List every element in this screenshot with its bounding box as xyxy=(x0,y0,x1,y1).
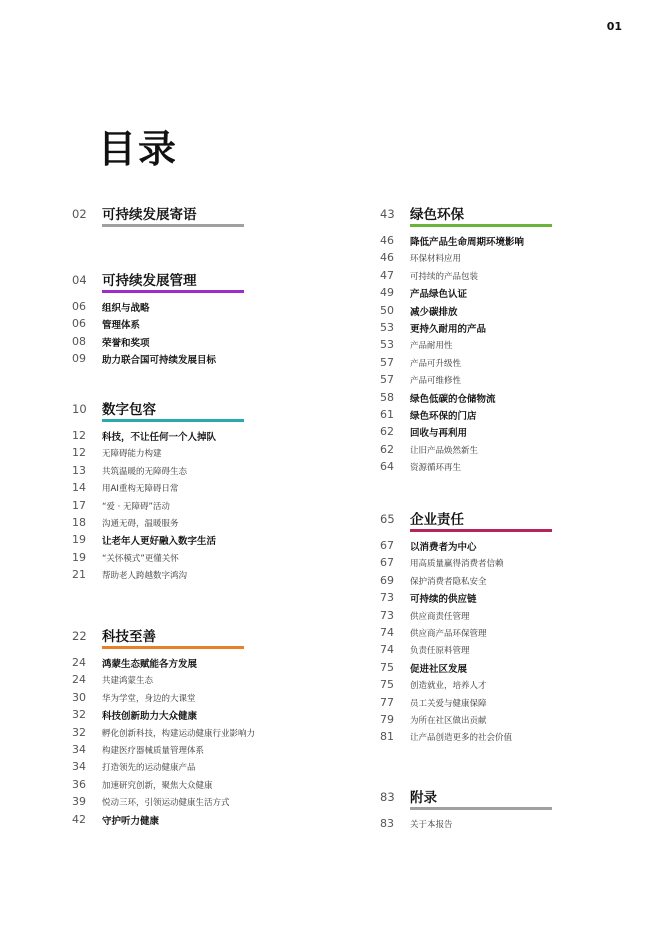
entry-title: 负责任原料管理 xyxy=(410,646,470,657)
entry-title: 用高质量赢得消费者信赖 xyxy=(410,559,504,570)
entry-page-number: 12 xyxy=(72,429,86,442)
entry-page-number: 09 xyxy=(72,352,86,366)
entry-title: 守护听力健康 xyxy=(102,815,160,827)
page-title: 目录 xyxy=(98,127,179,171)
section-title: 绿色环保 xyxy=(410,207,464,223)
entry-title: 让老年人更好融入数字生活 xyxy=(102,536,217,548)
entry-title: 以消费者为中心 xyxy=(410,542,477,553)
entry-page-number: 74 xyxy=(380,643,394,657)
section-underline xyxy=(410,529,552,532)
entry-title: 孵化创新科技，构建运动健康行业影响力 xyxy=(102,728,256,739)
entry-title: 保护消费者隐私安全 xyxy=(410,576,487,587)
entry-title: 无障碍能力构建 xyxy=(102,449,162,460)
entry-page-number: 67 xyxy=(380,556,394,570)
entry-title: 加速研究创新，聚焦大众健康 xyxy=(102,780,213,791)
entry-page-number: 06 xyxy=(72,300,86,313)
entry-title: 悦动三环，引领运动健康生活方式 xyxy=(102,798,230,809)
entry-page-number: 73 xyxy=(380,591,394,605)
entry-title: 减少碳排放 xyxy=(410,306,458,318)
entry-page-number: 18 xyxy=(72,516,86,529)
entry-title: 促进社区发展 xyxy=(410,663,468,675)
entry-title: 可持续的产品包装 xyxy=(410,271,479,282)
entry-page-number: 21 xyxy=(72,568,86,582)
entry-page-number: 14 xyxy=(72,481,86,495)
entry-title: 让旧产品焕然新生 xyxy=(410,445,479,456)
entry-title: 用AI重构无障碍日常 xyxy=(102,484,179,495)
entry-page-number: 19 xyxy=(72,550,86,564)
entry-page-number: 50 xyxy=(380,303,394,317)
entry-title: 让产品创造更多的社会价值 xyxy=(410,733,513,744)
section-page-number: 10 xyxy=(72,402,87,416)
entry-title: 华为学堂，身边的大课堂 xyxy=(102,693,196,704)
page-number: 01 xyxy=(606,20,622,33)
section-title: 附录 xyxy=(410,790,437,806)
entry-page-number: 42 xyxy=(72,812,86,826)
entry-title: 创造就业，培养人才 xyxy=(410,681,487,692)
entry-page-number: 24 xyxy=(72,656,86,669)
entry-title: 产品可升级性 xyxy=(410,358,462,369)
entry-page-number: 32 xyxy=(72,725,86,739)
entry-page-number: 64 xyxy=(380,460,394,474)
entry-page-number: 53 xyxy=(380,338,394,352)
entry-page-number: 53 xyxy=(380,321,394,334)
entry-page-number: 79 xyxy=(380,713,394,726)
entry-page-number: 77 xyxy=(380,695,394,709)
entry-title: 科技，不让任何一个人掉队 xyxy=(102,432,217,443)
entry-title: “关怀模式”更懂关怀 xyxy=(102,553,179,564)
entry-title: 产品可维修性 xyxy=(410,376,462,387)
entry-title: 降低产品生命周期环境影响 xyxy=(410,237,525,248)
entry-page-number: 46 xyxy=(380,251,394,265)
section-title: 可持续发展管理 xyxy=(102,273,197,289)
entry-page-number: 74 xyxy=(380,626,394,639)
entry-page-number: 36 xyxy=(72,777,86,791)
entry-page-number: 47 xyxy=(380,268,394,282)
entry-title: 共建鸿蒙生态 xyxy=(102,676,154,687)
entry-page-number: 57 xyxy=(380,355,394,369)
section-title: 科技至善 xyxy=(102,629,156,645)
entry-page-number: 34 xyxy=(72,760,86,774)
entry-title: 供应商产品环保管理 xyxy=(410,629,487,639)
section-page-number: 22 xyxy=(72,629,87,643)
entry-page-number: 73 xyxy=(380,608,394,622)
section-page-number: 83 xyxy=(380,790,395,804)
entry-page-number: 75 xyxy=(380,678,394,692)
entry-title: 管理体系 xyxy=(102,320,141,332)
entry-page-number: 62 xyxy=(380,442,394,456)
entry-title: 打造领先的运动健康产品 xyxy=(102,763,196,774)
entry-page-number: 24 xyxy=(72,673,86,687)
entry-page-number: 17 xyxy=(72,498,86,512)
entry-title: 绿色低碳的仓储物流 xyxy=(410,393,496,405)
entry-page-number: 81 xyxy=(380,730,394,744)
entry-page-number: 62 xyxy=(380,425,394,439)
entry-title: 资源循环再生 xyxy=(410,463,462,474)
entry-page-number: 39 xyxy=(72,795,86,809)
entry-page-number: 06 xyxy=(72,317,86,331)
entry-title: 产品耐用性 xyxy=(410,341,453,352)
entry-page-number: 49 xyxy=(380,286,394,300)
entry-page-number: 34 xyxy=(72,743,86,756)
entry-title: 共筑温暖的无障碍生态 xyxy=(102,466,188,477)
entry-title: 组织与战略 xyxy=(102,303,150,314)
entry-page-number: 12 xyxy=(72,446,86,460)
entry-title: 构建医疗器械质量管理体系 xyxy=(102,746,205,756)
section-underline xyxy=(410,224,552,227)
entry-title: 可持续的供应链 xyxy=(410,594,477,606)
entry-title: 更持久耐用的产品 xyxy=(410,324,487,335)
entry-page-number: 75 xyxy=(380,660,394,674)
entry-page-number: 57 xyxy=(380,373,394,387)
entry-page-number: 61 xyxy=(380,408,394,421)
entry-title: 为所在社区做出贡献 xyxy=(410,716,487,726)
entry-page-number: 08 xyxy=(72,334,86,348)
entry-title: 沟通无碍，温暖服务 xyxy=(102,519,179,529)
entry-title: 绿色环保的门店 xyxy=(410,411,477,422)
entry-title: 供应商责任管理 xyxy=(410,611,470,622)
entry-title: 荣誉和奖项 xyxy=(102,337,150,349)
entry-page-number: 83 xyxy=(380,817,394,830)
section-title: 数字包容 xyxy=(102,402,156,418)
entry-title: 关于本报告 xyxy=(410,820,453,830)
entry-title: 回收与再利用 xyxy=(410,428,468,440)
entry-page-number: 30 xyxy=(72,690,86,704)
entry-page-number: 32 xyxy=(72,708,86,722)
entry-title: 员工关爱与健康保障 xyxy=(410,698,487,709)
section-title: 企业责任 xyxy=(410,512,464,528)
entry-title: 帮助老人跨越数字鸿沟 xyxy=(102,571,188,582)
entry-title: 鸿蒙生态赋能各方发展 xyxy=(102,659,198,670)
section-underline xyxy=(410,807,552,810)
entry-page-number: 67 xyxy=(380,539,394,552)
entry-page-number: 58 xyxy=(380,390,394,404)
entry-title: 科技创新助力大众健康 xyxy=(102,711,198,723)
section-page-number: 02 xyxy=(72,207,87,221)
entry-page-number: 19 xyxy=(72,533,86,547)
entry-title: 环保材料应用 xyxy=(410,254,462,265)
entry-page-number: 13 xyxy=(72,463,86,477)
entry-page-number: 46 xyxy=(380,234,394,247)
section-page-number: 65 xyxy=(380,512,395,526)
entry-title: 助力联合国可持续发展目标 xyxy=(102,355,217,367)
entry-title: 产品绿色认证 xyxy=(410,289,468,301)
section-title: 可持续发展寄语 xyxy=(102,207,197,223)
entry-title: “爱 · 无障碍”活动 xyxy=(102,501,170,512)
entry-page-number: 69 xyxy=(380,573,394,587)
section-page-number: 43 xyxy=(380,207,395,221)
section-page-number: 04 xyxy=(72,273,87,287)
